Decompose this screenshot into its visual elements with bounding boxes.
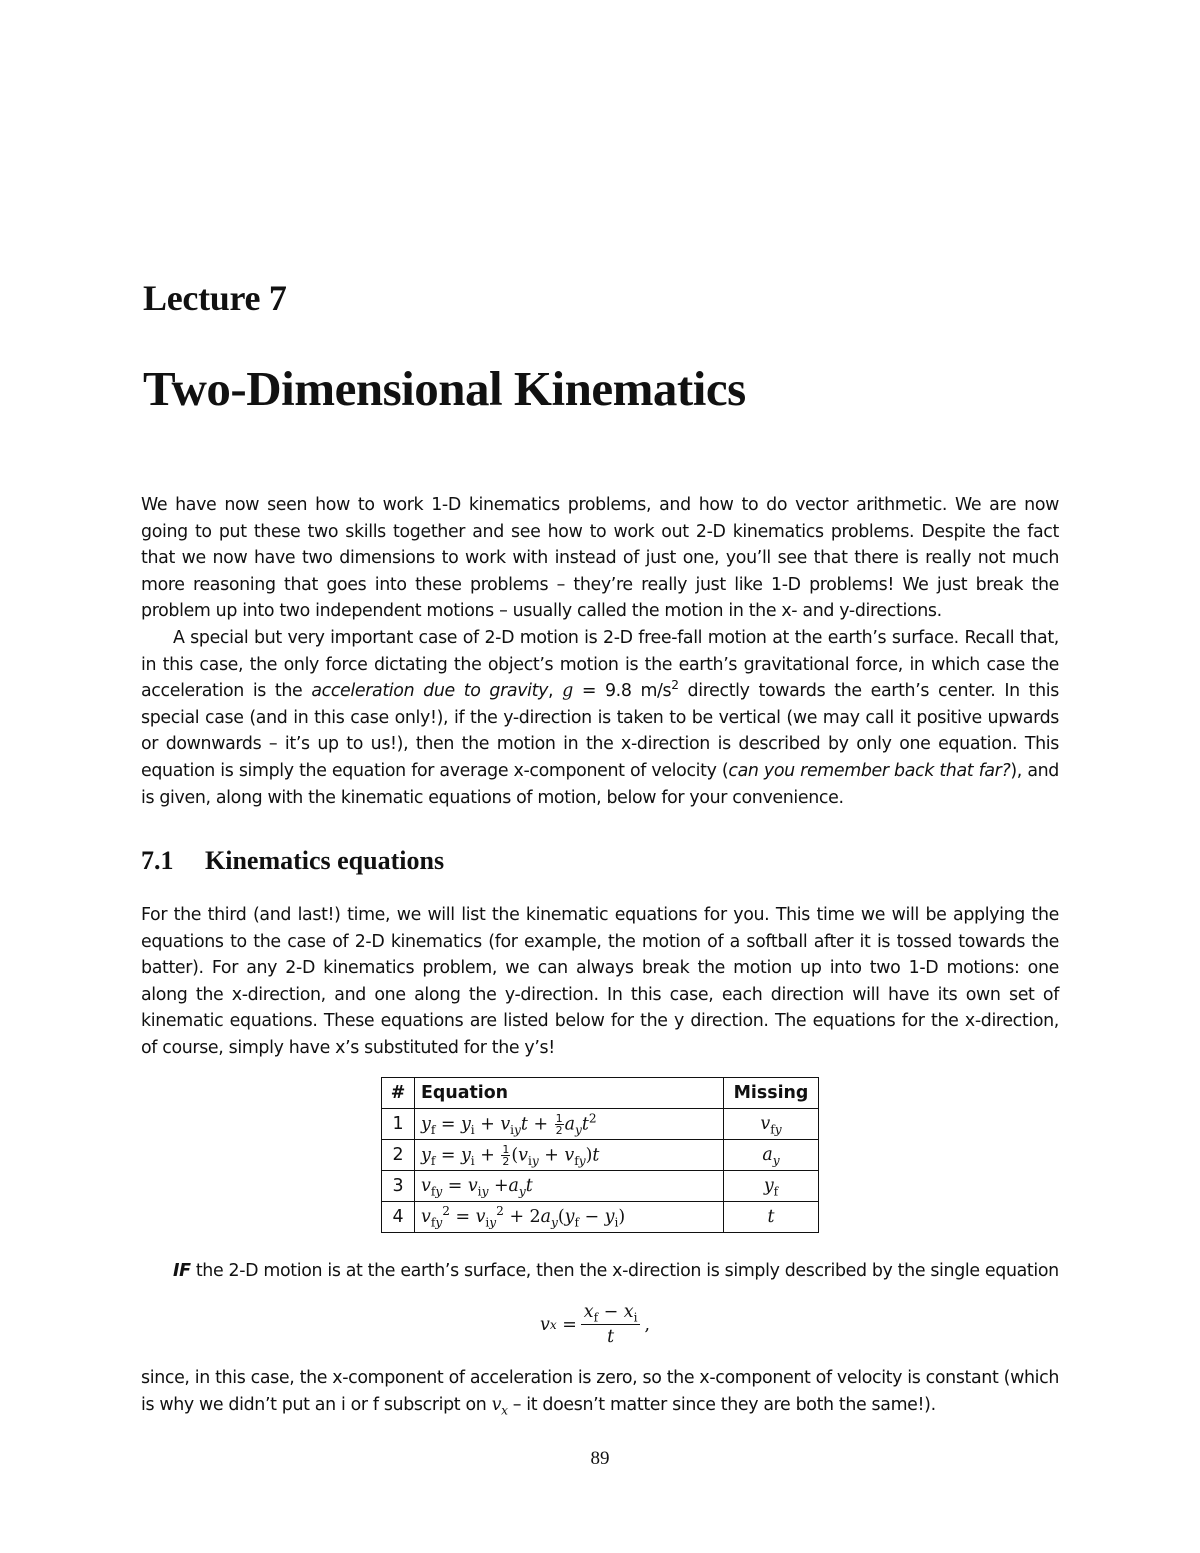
equation-4: $v_{fy}^2 = v_{iy}^2 + 2a_y(y_f - y_i)$ (415, 1202, 724, 1233)
header-missing: Missing (724, 1078, 819, 1109)
missing-1: $v_{fy}$ (724, 1109, 819, 1140)
p2-italic-remember: can you remember back that far? (728, 760, 1011, 781)
equation-comma: , (644, 1314, 650, 1335)
chapter-title: Two-Dimensional Kinematics (143, 361, 746, 416)
row-number: 2 (382, 1140, 415, 1171)
p2-text-c: directly towards the earth’s center. In this special case (and in this case only!), if the y-direction is taken to be vertical (we may call it positive upwards or downwards – it’s up to us!), then the motion in the x-direction is described by only one equation. This equation is simply the equation for average x-component of velocity ( (141, 681, 1060, 781)
table-row (382, 1202, 819, 1233)
if-word: IF (173, 1261, 191, 1281)
g-symbol: g (562, 681, 573, 702)
section-heading (141, 846, 444, 876)
lecture-label: Lecture 7 (143, 278, 287, 318)
since-paragraph: since, in this case, the x-component of acceleration is zero, so the x-component of velocity is constant (which is why we didn’t put an i or f subscript on $v_x$ – it doesn’t matter since they are both the same!). (141, 1368, 1059, 1418)
header-num: # (382, 1078, 415, 1109)
since-text-b: – it doesn’t matter since they are both the same!). (507, 1394, 936, 1415)
g-value: = 9.8 m/s (572, 681, 672, 702)
intro-paragraph-2 (141, 625, 1059, 811)
section-number: 7.1 (141, 846, 174, 875)
display-equation: v x = $\frac{x_f - x_i}{t}$ , (540, 1302, 650, 1347)
kinematics-equations-table (381, 1077, 819, 1233)
equation-3: $v_{fy} = v_{iy} +a_yt$ (415, 1171, 724, 1202)
missing-4: t (724, 1202, 819, 1233)
section-paragraph: For the third (and last!) time, we will list the kinematic equations for you. This time we will be applying the equations to the case of 2-D kinematics (for example, the motion of a softball after it is tossed towards the batter). For any 2-D kinematics problem, we can always break the motion up into two 1-D motions: one along the x-direction, and one along the y-direction. In this case, each direction will have its own set of kinematic equations. These equations are listed below for the y direction. The equations for the x-direction, of course, simply have x’s substituted for the y’s! (141, 905, 1059, 1058)
p2-italic-gravity: acceleration due to gravity (311, 681, 549, 702)
since-text-a: since, in this case, the x-component of acceleration is zero, so the x-component of velocity is constant (which is why we didn’t put an i or f subscript on (141, 1368, 1059, 1415)
missing-2: $a_y$ (724, 1140, 819, 1171)
missing-3: $y_f$ (724, 1171, 819, 1202)
table-row (382, 1171, 819, 1202)
p2-text-d: ), and is given, along with the kinematic equations of motion, below for your convenience. (141, 760, 1059, 808)
velocity-fraction: $\frac{x_f - x_i}{t}$ (581, 1300, 641, 1349)
row-number: 1 (382, 1109, 415, 1140)
row-number: 3 (382, 1171, 415, 1202)
header-equation: Equation (415, 1078, 724, 1109)
page-number: 89 (590, 1448, 610, 1469)
section-title: Kinematics equations (205, 846, 445, 875)
table-header-row (382, 1078, 819, 1109)
equation-2: $y_f = y_i$ + $\frac{1}{2}$ $(v_{iy} + v_{fy})t$ (415, 1140, 724, 1171)
equation-1: $y_f = y_i + v_{iy}t$ + $\frac{1}{2}$ $a_yt^2$ (415, 1109, 724, 1140)
intro-paragraph-1: We have now seen how to work 1-D kinematics problems, and how to do vector arithmetic. We are now going to put these two skills together and see how to work out 2-D kinematics problems. Despite the fact that we now have two dimensions to work with instead of just one, you’ll see that there is really not much more reasoning that goes into these problems – they’re really just like 1-D problems! We just break the problem up into two independent motions – usually called the motion in the x- and y-directions. (141, 495, 1059, 622)
table-row (382, 1109, 819, 1140)
if-text: the 2-D motion is at the earth’s surface, then the x-direction is simply described by the single equation (190, 1261, 1059, 1281)
if-paragraph (141, 1258, 1059, 1285)
p2-text-a: A special but very important case of 2-D motion is 2-D free-fall motion at the earth’s surface. Recall that, in this case, the only force dictating the object’s motion is the earth’s gravitational force, in which case the acceleration is the (141, 628, 1059, 702)
table-row (382, 1140, 819, 1171)
row-number: 4 (382, 1202, 415, 1233)
g-exponent: 2 (671, 678, 679, 693)
p2-text-b: , (548, 681, 563, 702)
